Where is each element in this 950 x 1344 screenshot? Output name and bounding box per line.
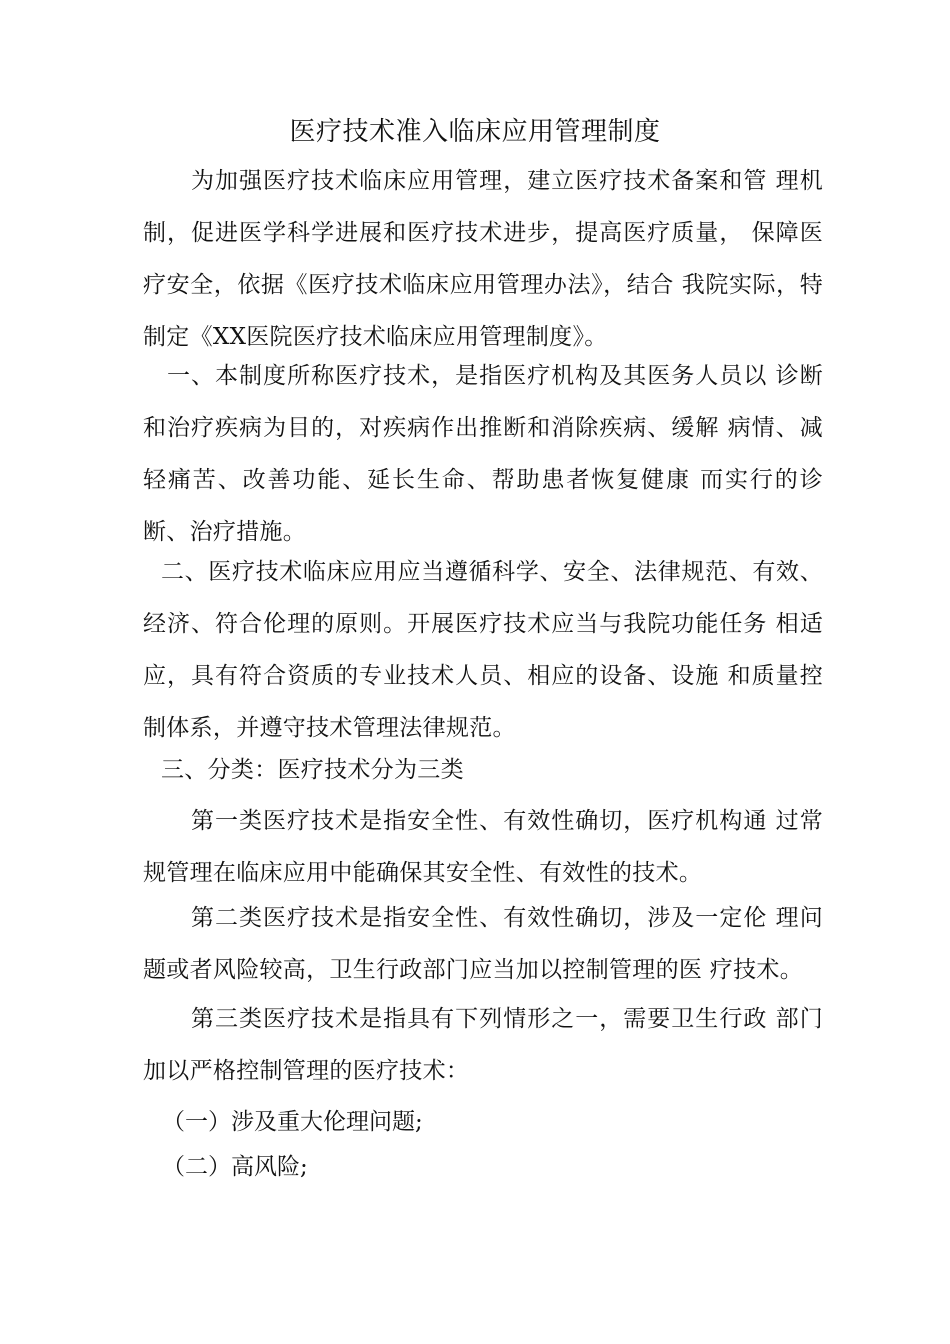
document-title: 医疗技术准入临床应用管理制度: [289, 117, 661, 147]
intro-paragraph: 为加强医疗技术临床应用管理，建立医疗技术备案和管 理机制，促进医学科学进展和医疗技术进步，提高医疗质量， 保障医疗安全，依据《医疗技术临床应用管理办法》，结合 我院实际，特制定《XX医院医疗技术临床应用管理制度》。: [143, 168, 823, 350]
class-3-paragraph: 第三类医疗技术是指具有下列情形之一，需要卫生行政 部门加以严格控制管理的医疗技术：: [143, 1006, 823, 1084]
section-1-paragraph: 一、本制度所称医疗技术，是指医疗机构及其医务人员以 诊断和治疗疾病为目的，对疾病作出推断和消除疾病、缓解 病情、减轻痛苦、改善功能、延长生命、帮助患者恢复健康 而实行的诊断、治疗措施。: [143, 363, 823, 545]
class-2-paragraph: 第二类医疗技术是指安全性、有效性确切，涉及一定伦 理问题或者风险较高，卫生行政部门应当加以控制管理的医 疗技术。: [143, 905, 823, 983]
class-1-paragraph: 第一类医疗技术是指安全性、有效性确切，医疗机构通 过常规管理在临床应用中能确保其安全性、有效性的技术。: [143, 808, 823, 886]
section-3-heading: 三、分类：医疗技术分为三类: [161, 757, 464, 783]
list-item: （二）高风险;: [162, 1154, 308, 1180]
list-item: （一）涉及重大伦理问题;: [162, 1109, 423, 1135]
section-2-paragraph: 二、医疗技术临床应用应当遵循科学、安全、法律规范、有效、经济、符合伦理的原则。开展医疗技术应当与我院功能任务 相适应，具有符合资质的专业技术人员、相应的设备、设施 和质量控制体系，并遵守技术管理法律规范。: [143, 559, 823, 741]
